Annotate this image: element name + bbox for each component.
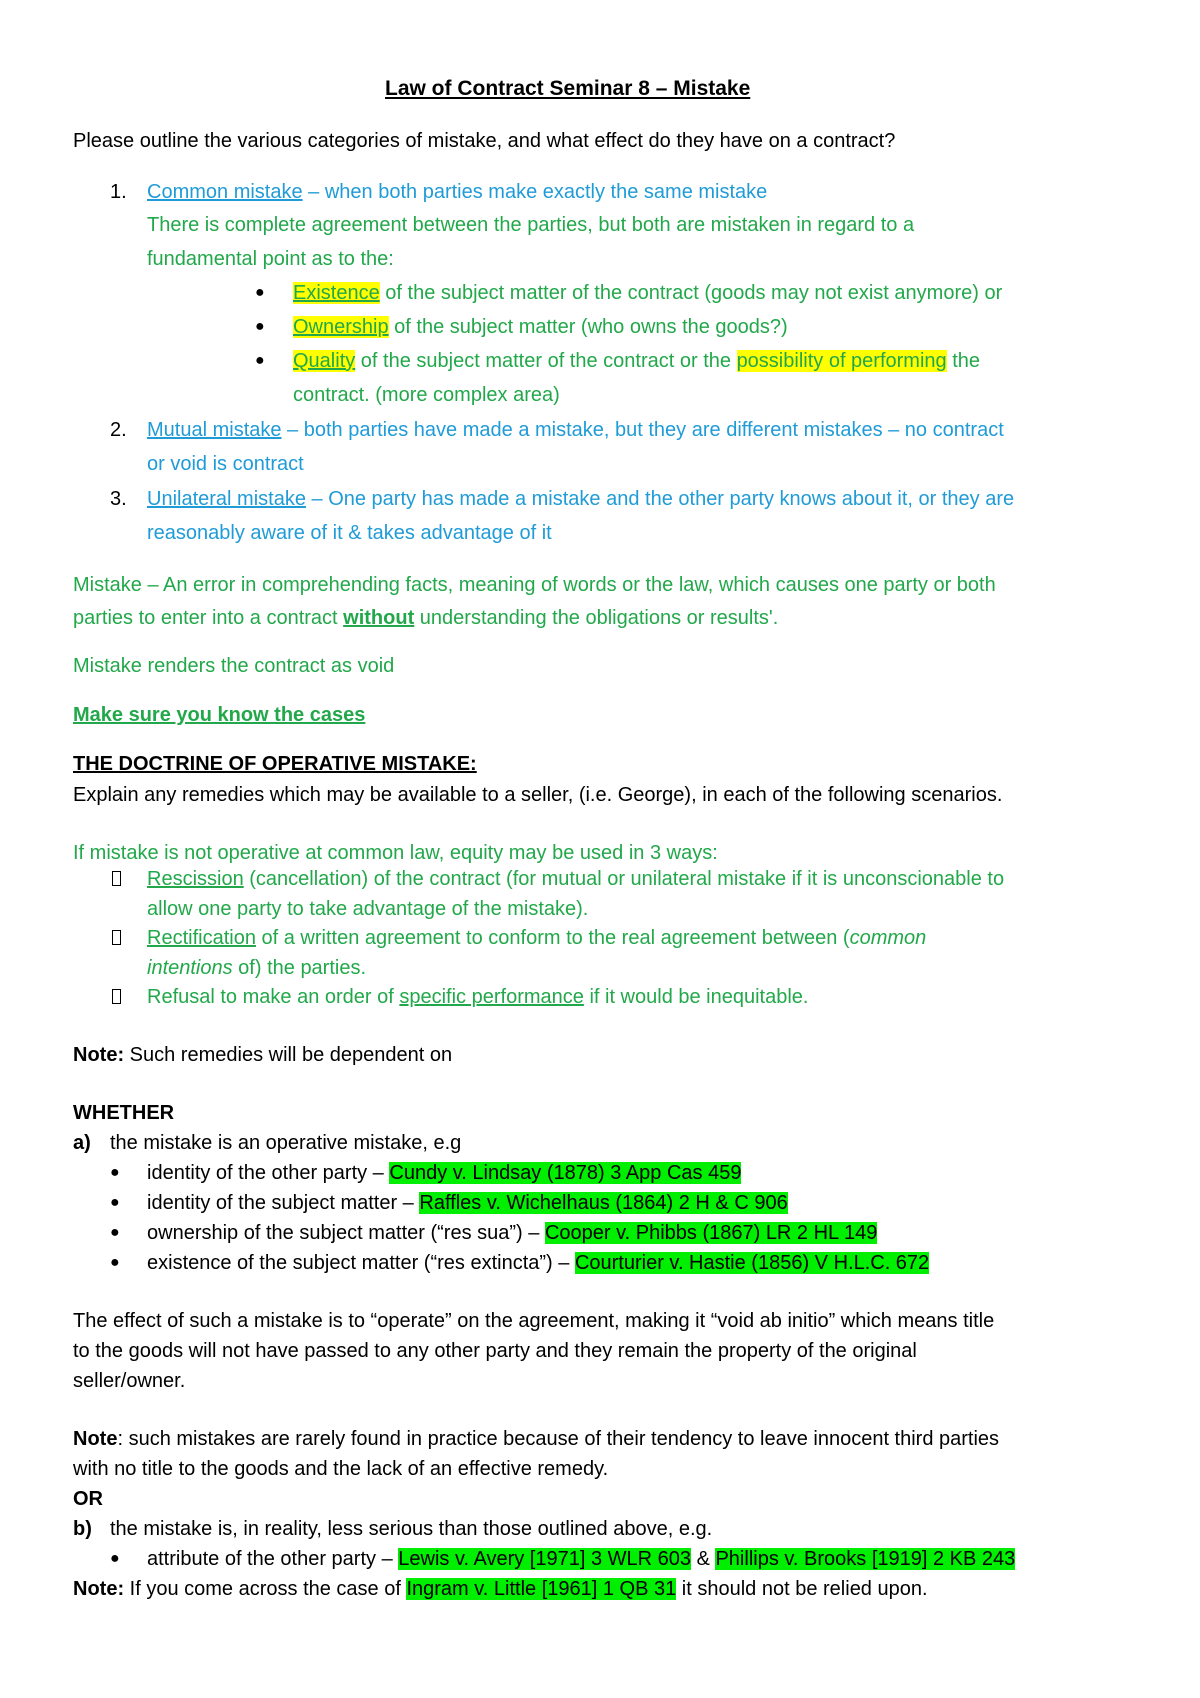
item-b-label: b) [73, 1518, 92, 1540]
case-citation: Cundy v. Lindsay (1878) 3 App Cas 459 [389, 1162, 742, 1184]
case-line-4 [147, 1248, 929, 1278]
bullet-icon: ● [255, 318, 265, 335]
note-rare-line-1 [73, 1424, 999, 1454]
existence-term: Existence [293, 282, 380, 304]
refusal-line [147, 982, 808, 1012]
effect-line-1: The effect of such a mistake is to “operate” on the agreement, making it “void ab initio” which means title [73, 1310, 995, 1332]
existence-rest: of the subject matter of the contract (goods may not exist anymore) or [379, 282, 1003, 304]
question-remedies: Explain any remedies which may be available to a seller, (i.e. George), in each of the following scenarios. [73, 784, 1003, 806]
case-citation-lewis: Lewis v. Avery [1971] 3 WLR 603 [398, 1548, 692, 1570]
case-line-pre: existence of the subject matter (“res extincta”) – [147, 1252, 575, 1274]
rescission-line [147, 864, 1004, 894]
unilateral-mistake-line-2: reasonably aware of it & takes advantage of it [147, 522, 552, 544]
rectification-line-2-rest: of) the parties. [232, 957, 367, 979]
bullet-icon: ● [110, 1194, 120, 1211]
attribute-pre: attribute of the other party – [147, 1548, 399, 1570]
bullet-icon: ● [110, 1550, 120, 1567]
item-b-text: the mistake is, in reality, less serious than those outlined above, e.g. [110, 1518, 713, 1540]
question-categories: Please outline the various categories of mistake, and what effect do they have on a contract? [73, 130, 896, 152]
mutual-mistake-line-2: or void is contract [147, 453, 304, 475]
existence-line [293, 278, 1002, 308]
bullet-icon: ● [110, 1164, 120, 1181]
note-label: Note: [73, 1578, 125, 1600]
case-line-1 [147, 1158, 741, 1188]
note-text: Such remedies will be dependent on [124, 1044, 453, 1066]
quality-term: Quality [293, 350, 356, 372]
mutual-mistake-term: Mutual mistake [147, 419, 282, 441]
quality-line [293, 346, 980, 376]
mutual-mistake-desc: – both parties have made a mistake, but they are different mistakes – no contract [281, 419, 1004, 441]
ampersand: & [691, 1548, 716, 1570]
square-bullet-icon [112, 871, 121, 886]
case-line-2 [147, 1188, 788, 1218]
definition-part-a: parties to enter into a contract [73, 607, 344, 629]
note-label: Note [73, 1428, 118, 1450]
common-mistake-term: Common mistake [147, 181, 303, 203]
mutual-mistake-line [147, 415, 1004, 445]
item-a-label: a) [73, 1132, 91, 1154]
case-line-3 [147, 1218, 877, 1248]
definition-part-c: understanding the obligations or results'. [414, 607, 779, 629]
case-line-pre: identity of the subject matter – [147, 1192, 420, 1214]
unilateral-mistake-term: Unilateral mistake [147, 488, 306, 510]
refusal-rest: if it would be inequitable. [583, 986, 809, 1008]
case-citation: Cooper v. Phibbs (1867) LR 2 HL 149 [544, 1222, 878, 1244]
rectification-term: Rectification [147, 927, 256, 949]
square-bullet-icon [112, 989, 121, 1004]
note-rare-text: : such mistakes are rarely found in practice because of their tendency to leave innocent third parties [117, 1428, 1000, 1450]
doctrine-heading: THE DOCTRINE OF OPERATIVE MISTAKE: [73, 753, 477, 775]
case-citation: Courturier v. Hastie (1856) V H.L.C. 672 [574, 1252, 930, 1274]
bullet-icon: ● [255, 352, 265, 369]
note-label: Note: [73, 1044, 125, 1066]
ownership-line [293, 312, 788, 342]
case-citation: Raffles v. Wichelhaus (1864) 2 H & C 906 [419, 1192, 788, 1214]
possibility-highlight: possibility of performing [736, 350, 947, 372]
common-mistake-line [147, 177, 767, 207]
quality-end: the [946, 350, 981, 372]
quality-mid: of the subject matter of the contract or the [355, 350, 737, 372]
or-label: OR [73, 1488, 103, 1510]
unilateral-mistake-desc: – One party has made a mistake and the other party knows about it, or they are [305, 488, 1015, 510]
cases-reminder: Make sure you know the cases [73, 704, 366, 726]
mistake-definition-1: Mistake – An error in comprehending facts, meaning of words or the law, which causes one party or both [73, 574, 996, 596]
list-number-2: 2. [110, 419, 127, 441]
rescission-rest: (cancellation) of the contract (for mutual or unilateral mistake if it is unconscionable to [243, 868, 1005, 890]
rectification-line-2 [147, 953, 366, 983]
rectification-rest: of a written agreement to conform to the real agreement between ( [255, 927, 850, 949]
case-line-pre: identity of the other party – [147, 1162, 390, 1184]
item-a-text: the mistake is an operative mistake, e.g [110, 1132, 462, 1154]
bullet-icon: ● [255, 284, 265, 301]
effect-line-3: seller/owner. [73, 1370, 186, 1392]
common-mistake-detail-1: There is complete agreement between the parties, but both are mistaken in regard to a [147, 214, 915, 236]
bullet-icon: ● [110, 1254, 120, 1271]
unilateral-mistake-line [147, 484, 1014, 514]
case-line-pre: ownership of the subject matter (“res sua”) – [147, 1222, 545, 1244]
note-rare-line-2: with no title to the goods and the lack of an effective remedy. [73, 1458, 609, 1480]
common-mistake-detail-2: fundamental point as to the: [147, 248, 394, 270]
bullet-icon: ● [110, 1224, 120, 1241]
list-number-1: 1. [110, 181, 127, 203]
mistake-definition-2 [73, 603, 778, 633]
void-statement: Mistake renders the contract as void [73, 655, 395, 677]
note-ingram-post: it should not be relied upon. [676, 1578, 928, 1600]
case-citation-ingram: Ingram v. Little [1961] 1 QB 31 [406, 1578, 677, 1600]
common-mistake-desc: – when both parties make exactly the same mistake [302, 181, 768, 203]
ownership-term: Ownership [293, 316, 389, 338]
quality-line-2: contract. (more complex area) [293, 384, 560, 406]
rescission-term: Rescission [147, 868, 244, 890]
specific-performance-term: specific performance [399, 986, 584, 1008]
effect-line-2: to the goods will not have passed to any other party and they remain the property of the original [73, 1340, 917, 1362]
note-ingram [73, 1574, 928, 1604]
rectification-common: common [849, 927, 927, 949]
attribute-line [147, 1544, 1015, 1574]
case-citation-phillips: Phillips v. Brooks [1919] 2 KB 243 [715, 1548, 1016, 1570]
rectification-intentions: intentions [147, 957, 233, 979]
rescission-line-2: allow one party to take advantage of the mistake). [147, 898, 589, 920]
page-title: Law of Contract Seminar 8 – Mistake [385, 77, 751, 100]
whether-heading: WHETHER [73, 1102, 175, 1124]
refusal-pre: Refusal to make an order of [147, 986, 400, 1008]
equity-intro: If mistake is not operative at common law, equity may be used in 3 ways: [73, 842, 718, 864]
note-ingram-pre: If you come across the case of [124, 1578, 407, 1600]
rectification-line [147, 923, 926, 953]
definition-without: without [343, 607, 415, 629]
ownership-rest: of the subject matter (who owns the goods?) [388, 316, 788, 338]
note-dependent [73, 1040, 452, 1070]
list-number-3: 3. [110, 488, 127, 510]
square-bullet-icon [112, 930, 121, 945]
